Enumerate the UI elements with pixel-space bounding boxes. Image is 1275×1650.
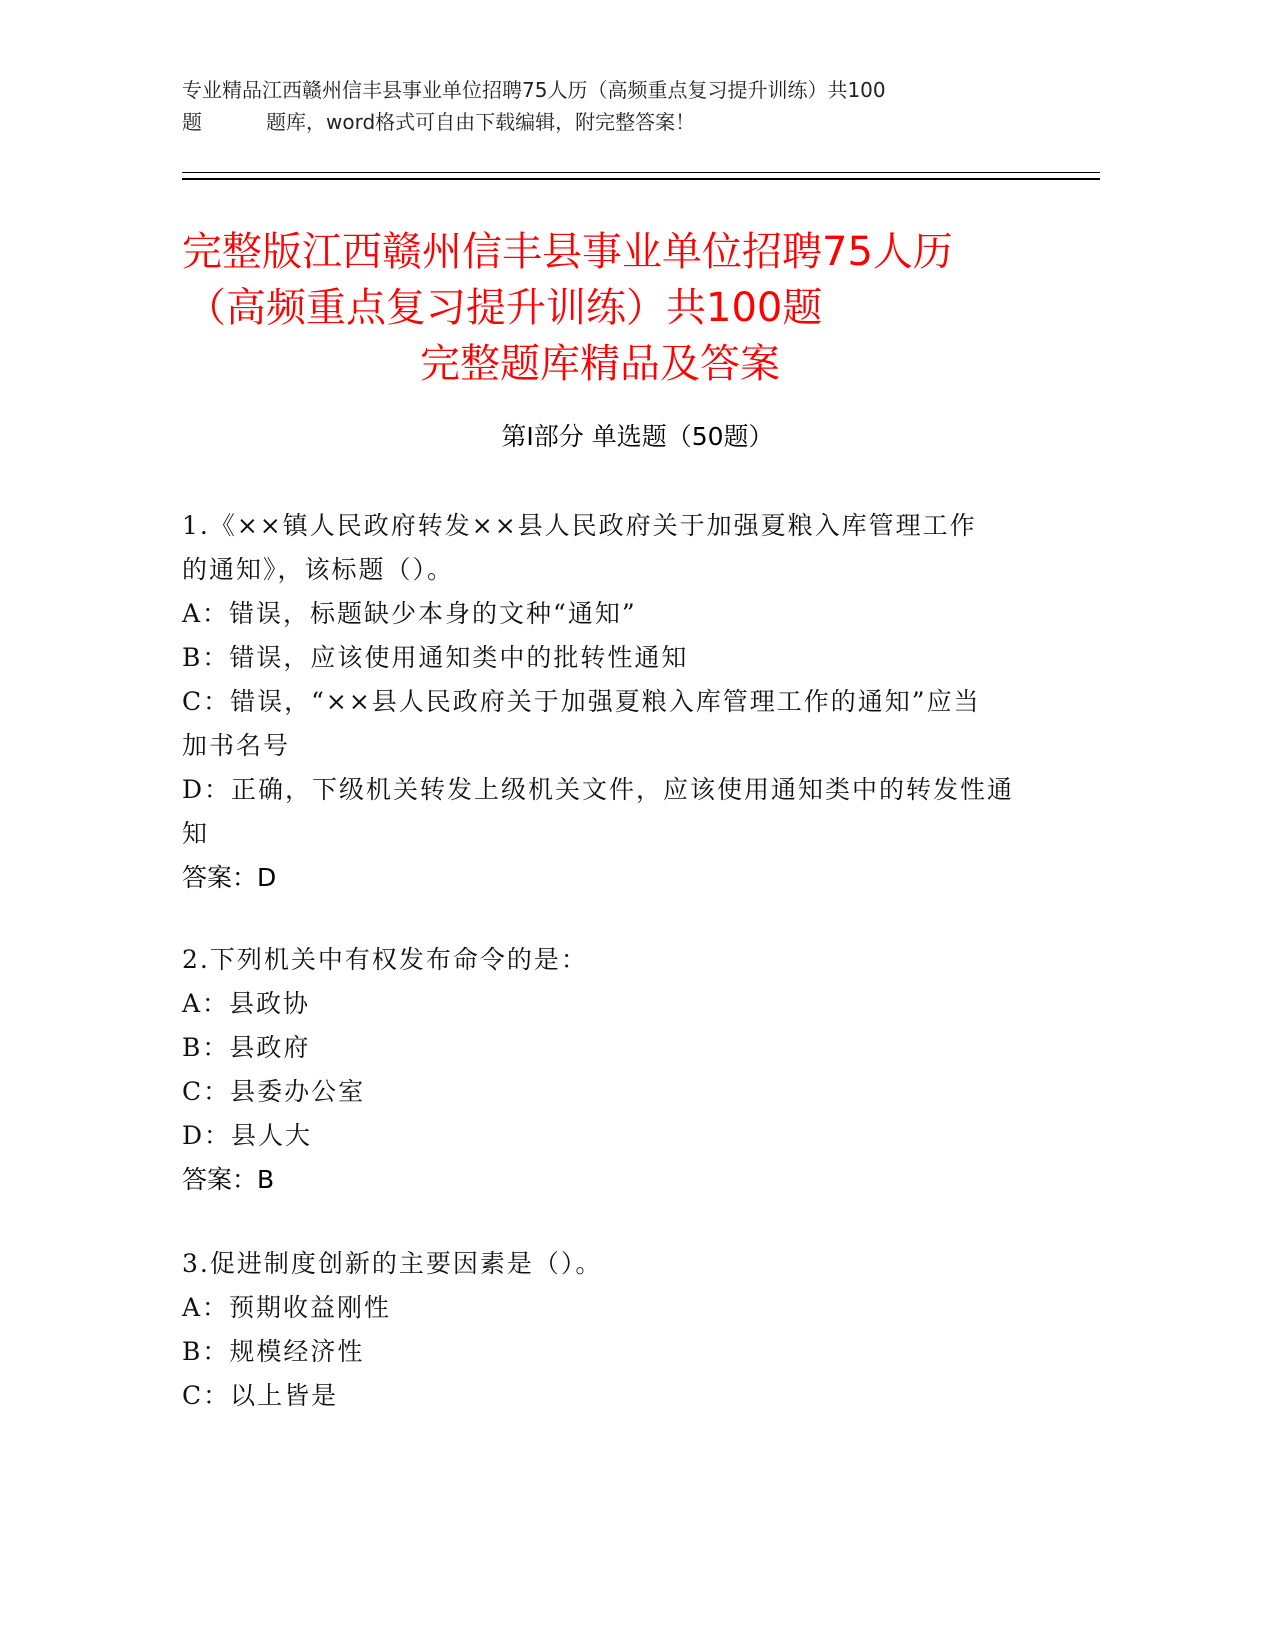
- header-divider-thin: [182, 172, 1100, 173]
- header-line-1: 专业精品江西赣州信丰县事业单位招聘75人历（高频重点复习提升训练）共100: [182, 78, 886, 102]
- option-c: C：县委办公室: [182, 1077, 366, 1106]
- option-c: C：错误，“××县人民政府关于加强夏粮入库管理工作的通知”应当: [182, 687, 981, 716]
- option-c: C：以上皆是: [182, 1381, 339, 1410]
- option-d-continued: 知: [182, 819, 210, 848]
- option-b: B：县政府: [182, 1033, 311, 1062]
- section-heading: 第I部分 单选题（50题）: [501, 422, 774, 451]
- document-header: [182, 74, 1042, 138]
- question-1: [182, 504, 1052, 900]
- question-3: [182, 1242, 1052, 1418]
- question-2: [182, 938, 1052, 1202]
- header-line-2-rest: 题库，word格式可自由下载编辑，附完整答案！: [266, 110, 696, 134]
- question-stem-line: 1.《××镇人民政府转发××县人民政府关于加强夏粮入库管理工作: [182, 511, 977, 540]
- option-d: D：县人大: [182, 1121, 313, 1150]
- answer: 答案：B: [182, 1165, 275, 1194]
- answer: 答案：D: [182, 863, 277, 892]
- question-stem-line: 3.促进制度创新的主要因素是（）。: [182, 1249, 603, 1278]
- header-divider-thick: [182, 178, 1100, 180]
- question-stem-line: 2.下列机关中有权发布命令的是：: [182, 945, 588, 974]
- option-d: D：正确，下级机关转发上级机关文件，应该使用通知类中的转发性通: [182, 775, 1015, 804]
- title-line-3: 完整题库精品及答案: [420, 341, 780, 387]
- option-c-continued: 加书名号: [182, 731, 291, 760]
- header-line-2: [182, 106, 1042, 138]
- header-line-2-start: 题: [182, 110, 202, 134]
- option-b: B：错误，应该使用通知类中的批转性通知: [182, 643, 689, 672]
- document-title: [182, 224, 1042, 392]
- option-b: B：规模经济性: [182, 1337, 365, 1366]
- option-a: A：预期收益刚性: [182, 1293, 392, 1322]
- option-a: A：县政协: [182, 989, 311, 1018]
- question-stem-line: 的通知》，该标题（）。: [182, 555, 455, 584]
- title-line-2: （高频重点复习提升训练）共100题: [186, 285, 823, 331]
- title-line-1: 完整版江西赣州信丰县事业单位招聘75人历: [182, 229, 953, 275]
- option-a: A：错误，标题缺少本身的文种“通知”: [182, 599, 637, 628]
